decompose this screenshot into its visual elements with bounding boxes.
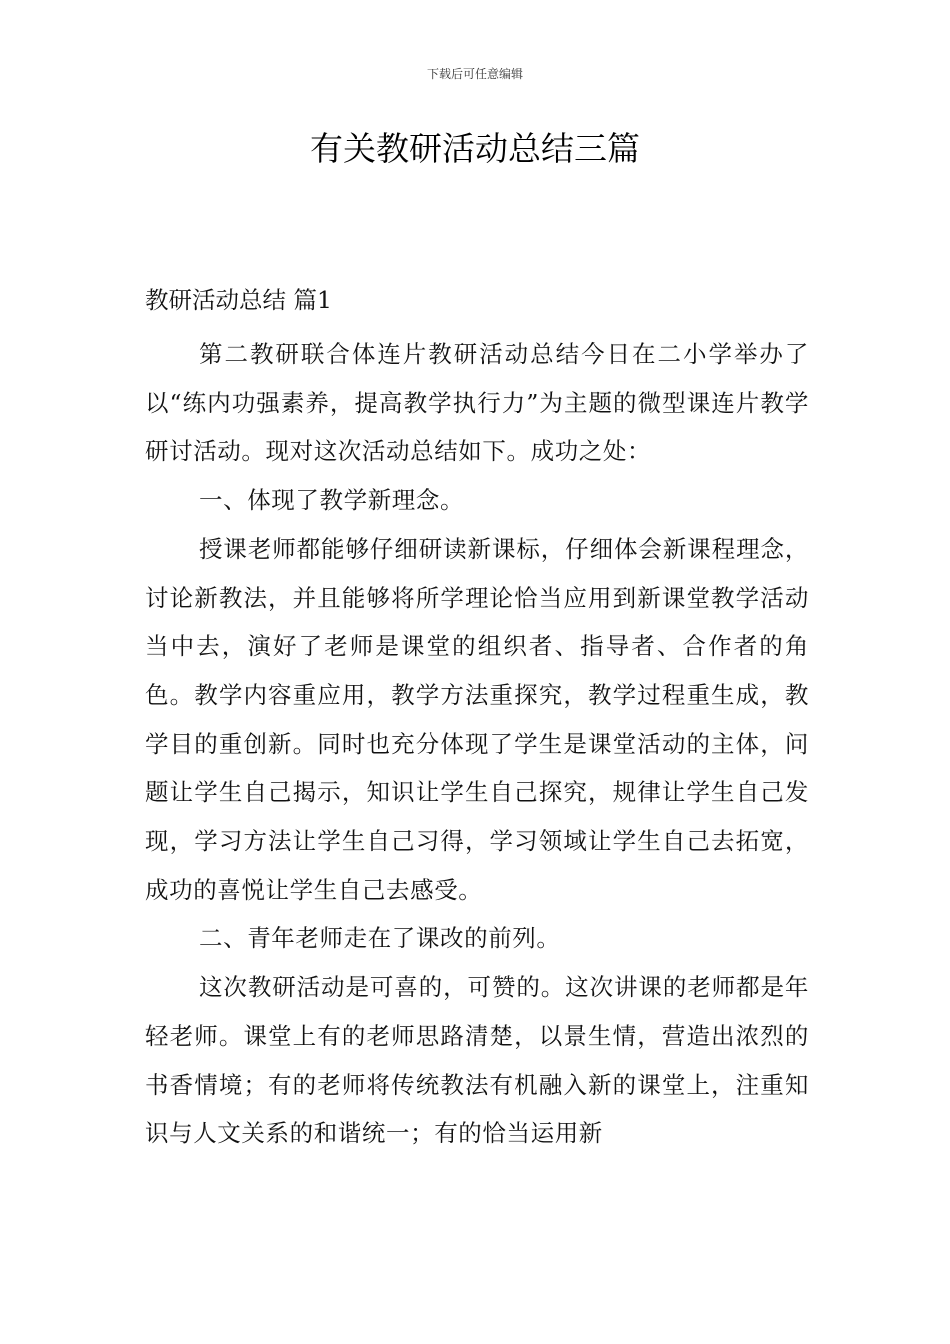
paragraph-point-two-detail: 这次教研活动是可喜的，可赞的。这次讲课的老师都是年轻老师。课堂上有的老师思路清楚，以景生情，营造出浓烈的书香情境；有的老师将传统教法有机融入新的课堂上，注重知识与人文关系的和谐统一；有的恰当运用新 (145, 973, 809, 1148)
paragraph-point-one: 一、体现了教学新理念。 (199, 486, 465, 515)
document-body (145, 282, 809, 1158)
paragraph-intro: 第二教研联合体连片教研活动总结今日在二小学举办了以“练内功强素养，提高教学执行力”为主题的微型课连片教学研讨活动。现对这次活动总结如下。成功之处： (145, 340, 809, 466)
paragraph-point-one-detail: 授课老师都能够仔细研读新课标，仔细体会新课程理念，讨论新教法，并且能够将所学理论恰当应用到新课堂教学活动当中去，演好了老师是课堂的组织者、指导者、合作者的角色。教学内容重应用，教学方法重探究，教学过程重生成，教学目的重创新。同时也充分体现了学生是课堂活动的主体，问题让学生自己揭示，知识让学生自己探究，规律让学生自己发现，学习方法让学生自己习得，学习领域让学生自己去拓宽，成功的喜悦让学生自己去感受。 (145, 534, 809, 904)
document-title: 有关教研活动总结三篇 (310, 129, 640, 168)
header-note: 下载后可任意编辑 (426, 67, 523, 81)
section-heading: 教研活动总结 篇1 (145, 286, 332, 314)
paragraph-point-two: 二、青年老师走在了课改的前列。 (199, 924, 561, 953)
